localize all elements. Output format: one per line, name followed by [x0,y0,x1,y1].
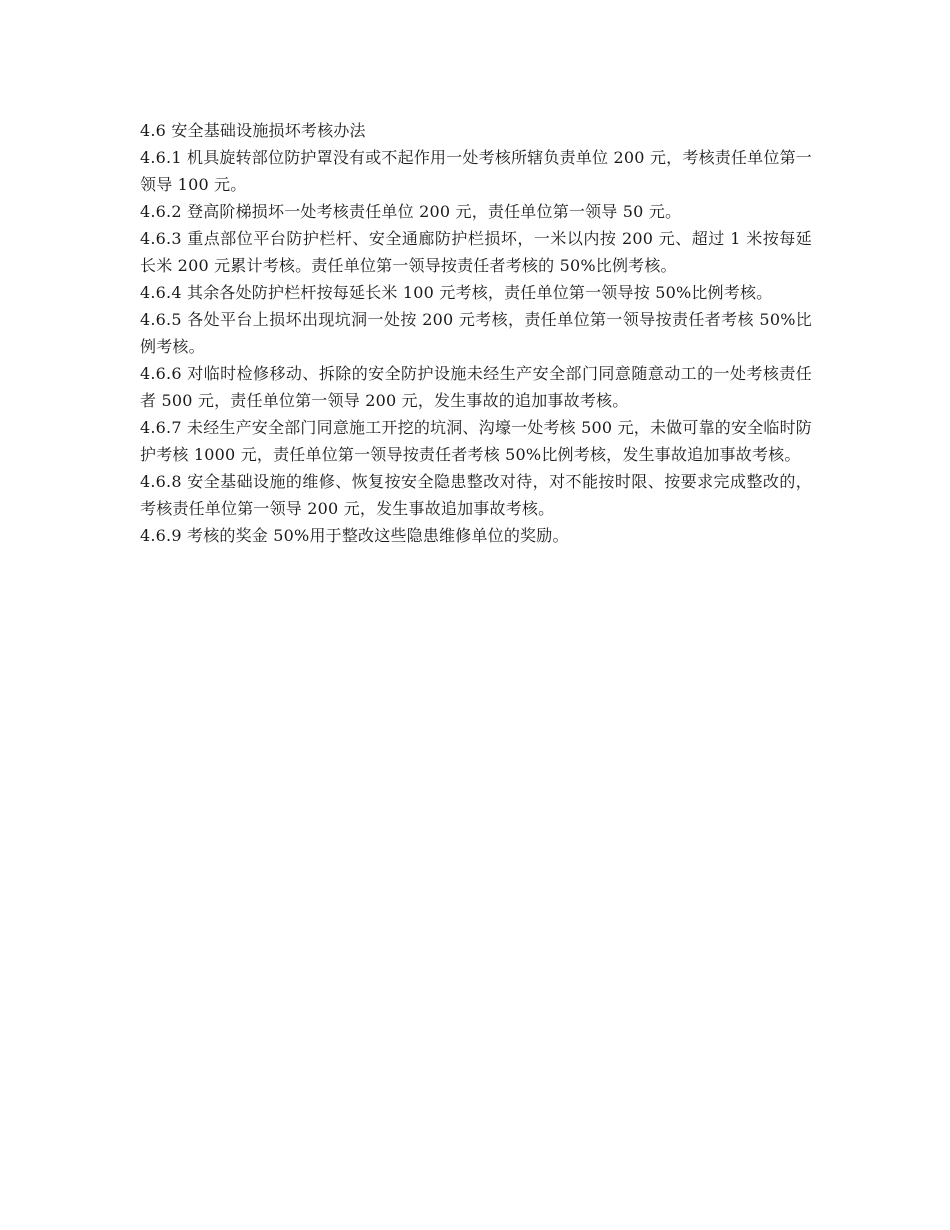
section-heading: 4.6 安全基础设施损坏考核办法 [140,121,366,140]
clause-4-6-8: 4.6.8 安全基础设施的维修、恢复按安全隐患整改对待，对不能按时限、按要求完成整改的，考核责任单位第一领导 200 元，发生事故追加事故考核。 [140,472,812,518]
clause-4-6-5: 4.6.5 各处平台上损坏出现坑洞一处按 200 元考核，责任单位第一领导按责任者考核 50%比例考核。 [140,310,812,356]
document-body [140,117,812,549]
clause-4-6-9: 4.6.9 考核的奖金 50%用于整改这些隐患维修单位的奖励。 [140,526,569,545]
clause-4-6-6: 4.6.6 对临时检修移动、拆除的安全防护设施未经生产安全部门同意随意动工的一处考核责任者 500 元，责任单位第一领导 200 元，发生事故的追加事故考核。 [140,364,812,410]
clause-4-6-1: 4.6.1 机具旋转部位防护罩没有或不起作用一处考核所辖负责单位 200 元，考核责任单位第一领导 100 元。 [140,148,812,194]
clause-4-6-7: 4.6.7 未经生产安全部门同意施工开挖的坑洞、沟壕一处考核 500 元，未做可靠的安全临时防护考核 1000 元，责任单位第一领导按责任者考核 50%比例考核，发生事故追加事故考核。 [140,418,812,464]
clause-4-6-3: 4.6.3 重点部位平台防护栏杆、安全通廊防护栏损坏，一米以内按 200 元、超过 1 米按每延长米 200 元累计考核。责任单位第一领导按责任者考核的 50%比例考核。 [140,229,812,275]
clause-4-6-4: 4.6.4 其余各处防护栏杆按每延长米 100 元考核，责任单位第一领导按 50%比例考核。 [140,283,773,302]
clause-4-6-2: 4.6.2 登高阶梯损坏一处考核责任单位 200 元，责任单位第一领导 50 元。 [140,202,682,221]
